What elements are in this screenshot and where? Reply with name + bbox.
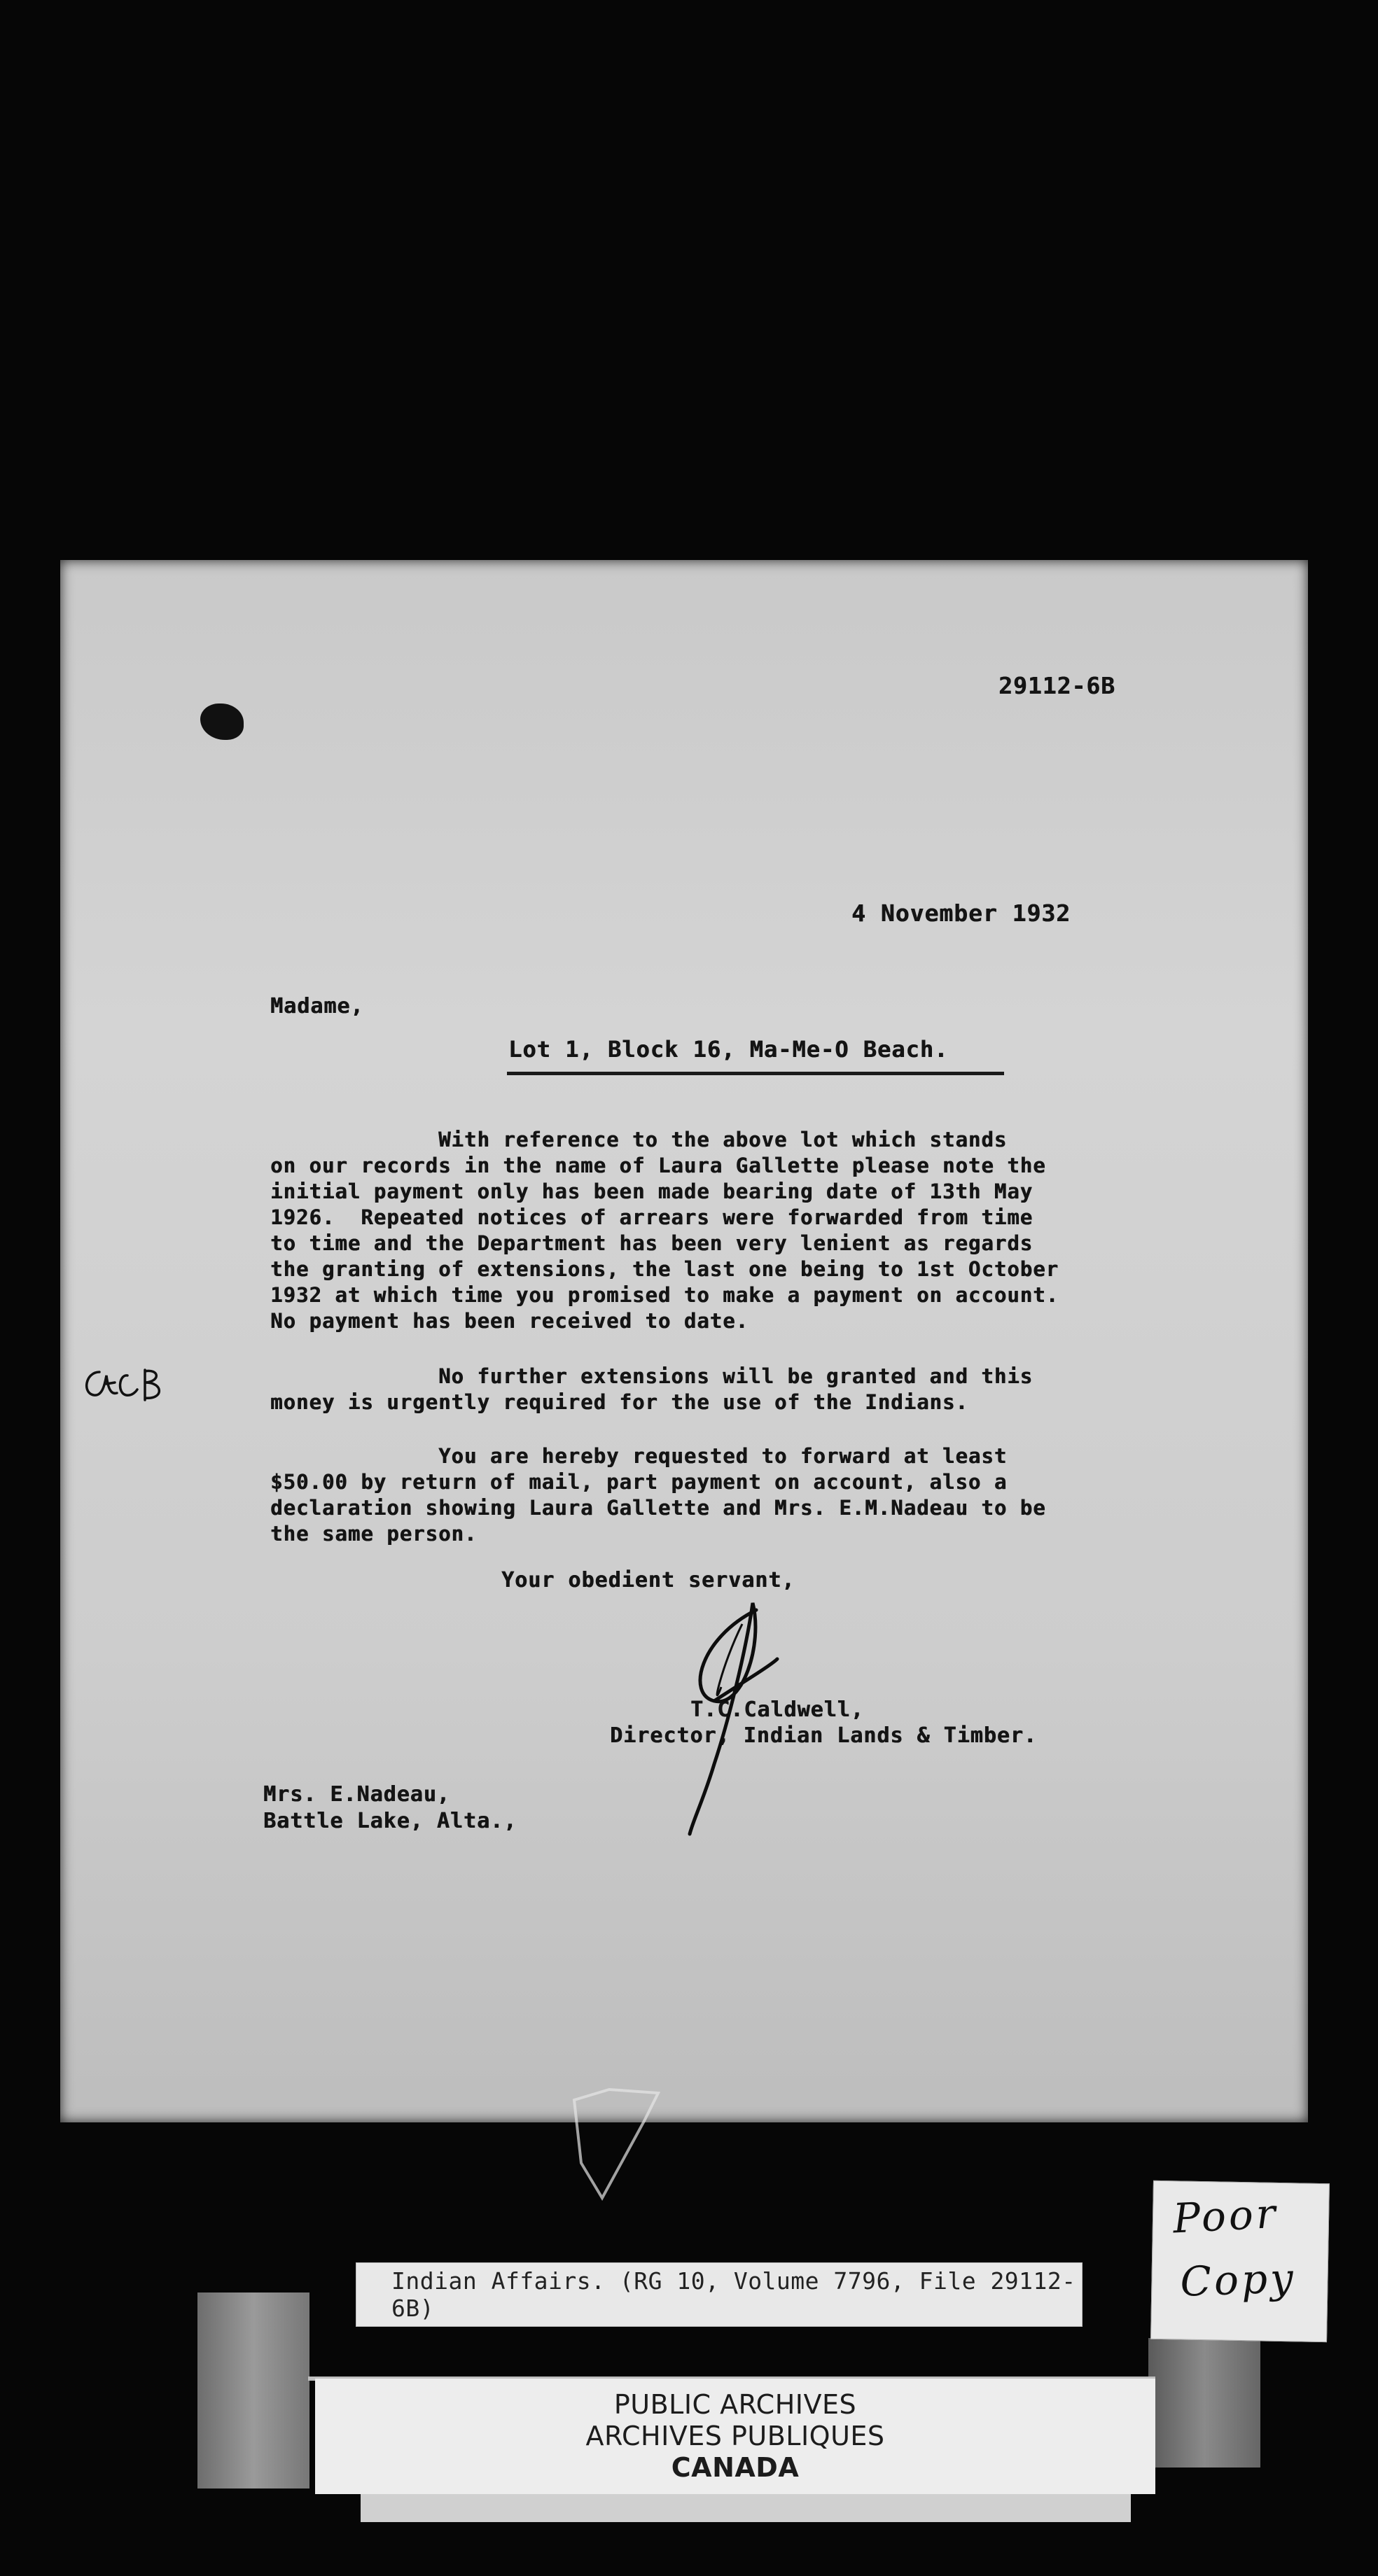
body-paragraph-3: You are hereby requested to forward at least $50.00 by return of mail, part payment on account, also a declaration showing Laura Gallette and Mrs. E.M.Nadeau to be the same person.	[270, 1444, 1046, 1546]
letter-date: 4 November 1932	[851, 899, 1071, 927]
archive-reference-text: Indian Affairs. (RG 10, Volume 7796, File 29112-6B)	[391, 2267, 1076, 2322]
file-number: 29112-6B	[998, 672, 1115, 699]
addressee-block: Mrs. E.Nadeau, Battle Lake, Alta.,	[263, 1782, 517, 1833]
tape-right	[1148, 2338, 1260, 2468]
poor-copy-line-1: Poor	[1171, 2189, 1280, 2243]
margin-initials-handwriting	[78, 1362, 176, 1410]
ink-blot	[200, 704, 244, 740]
subject-underline	[507, 1072, 1004, 1075]
poor-copy-note	[1150, 2180, 1330, 2342]
body-paragraph-1: With reference to the above lot which stands on our records in the name of Laura Gallette please note the initial payment only has been made bearing date of 13th May 1926. Repeated notices of arrears were forwarded from time to time and the Department has been very lenient as regards the granting of extensions, the last one being to 1st October 1932 at which time you promised to make a payment on account. No payment has been received to date.	[270, 1128, 1059, 1333]
salutation: Madame,	[270, 994, 364, 1018]
subject-line: Lot 1, Block 16, Ma-Me-O Beach.	[508, 1036, 949, 1063]
signatory-name: T.C.Caldwell,	[690, 1698, 864, 1722]
body-paragraph-2: No further extensions will be granted and this money is urgently required for the use of the Indians.	[270, 1364, 1034, 1414]
signature-handwriting	[672, 1582, 812, 1841]
signatory-title: Director, Indian Lands & Timber.	[610, 1723, 1037, 1748]
archives-line-2: ARCHIVES PUBLIQUES	[585, 2421, 885, 2451]
tape-left	[197, 2292, 309, 2488]
archive-reference-label	[356, 2262, 1083, 2327]
poor-copy-line-2: Copy	[1179, 2254, 1297, 2306]
page-crease	[560, 2079, 672, 2219]
letter-page	[60, 560, 1308, 2122]
label-strip	[361, 2494, 1131, 2522]
archives-line-1: PUBLIC ARCHIVES	[613, 2389, 857, 2420]
archives-line-3: CANADA	[671, 2452, 800, 2483]
closing: Your obedient servant,	[501, 1568, 795, 1592]
public-archives-stamp	[315, 2379, 1155, 2494]
